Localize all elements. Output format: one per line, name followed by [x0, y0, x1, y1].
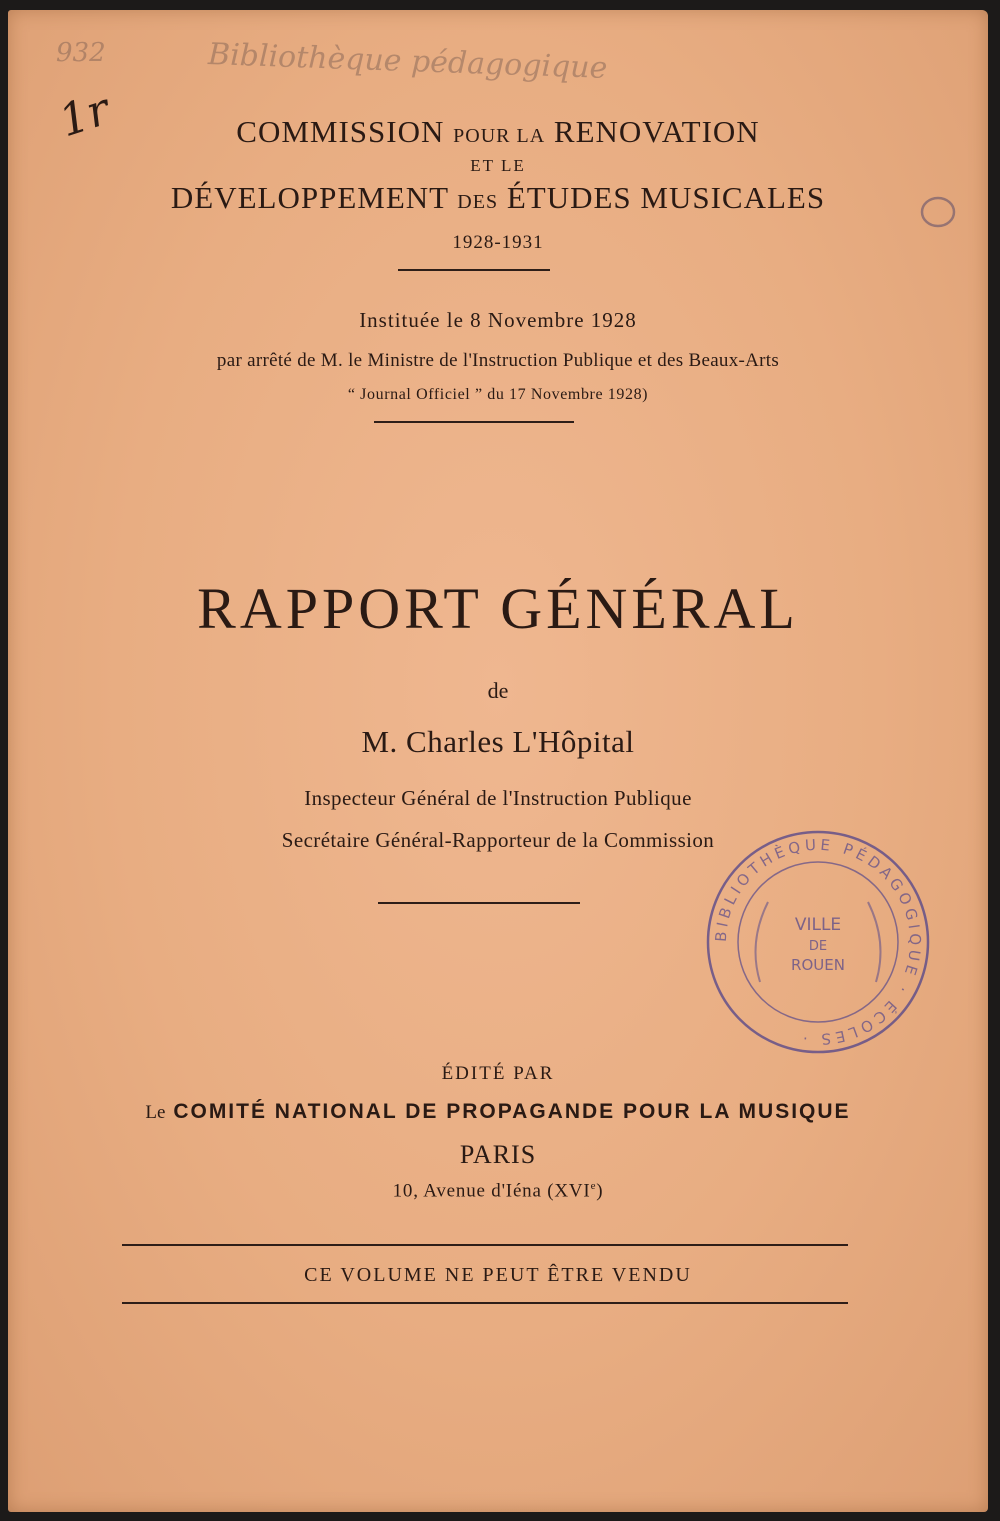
renovation-word: RENOVATION	[553, 114, 760, 149]
publisher-address	[8, 1180, 988, 1202]
address-end: )	[596, 1180, 604, 1202]
divider-1	[398, 269, 550, 271]
header-line-1	[8, 114, 988, 150]
publisher-name: COMITÉ NATIONAL DE PROPAGANDE POUR LA MUSIQUE	[173, 1100, 851, 1123]
pencil-number: 932	[56, 38, 106, 68]
edite-par: ÉDITÉ PAR	[441, 1063, 555, 1084]
journal-line: “ Journal Officiel ” du 17 Novembre 1928)	[347, 386, 649, 403]
stamp-line-1: VILLE	[794, 915, 842, 935]
author-role-2: Secrétaire Général-Rapporteur de la Commission	[281, 828, 715, 852]
arrete-line: par arrêté de M. le Ministre de l'Instruction Publique et des Beaux-Arts	[216, 350, 780, 371]
publisher-city: PARIS	[459, 1140, 537, 1169]
address-sup: e	[590, 1180, 597, 1192]
not-for-sale-notice: CE VOLUME NE PEUT ÊTRE VENDU	[304, 1264, 692, 1286]
author-name: M. Charles L'Hôpital	[361, 724, 635, 759]
stamp-ring-text: BIBLIOTHÈQUE PÉDAGOGIQUE · ÉCOLES ·	[711, 835, 925, 1049]
author-role-1: Inspecteur Général de l'Instruction Publique	[304, 786, 692, 810]
divider-2	[374, 421, 574, 423]
handwritten-mark: 1r	[53, 83, 116, 148]
header-years: 1928-1931	[452, 232, 544, 253]
document-cover	[8, 10, 988, 1512]
pour-la-words: POUR LA	[453, 125, 546, 147]
etudes-musicales-words: ÉTUDES MUSICALES	[506, 180, 826, 215]
header-line-2	[8, 180, 988, 216]
stamp-line-2: DE	[808, 939, 828, 954]
header-et-le: ET LE	[470, 156, 526, 175]
divider-5	[122, 1302, 848, 1304]
stamp-line-3: ROUEN	[791, 956, 845, 974]
ring-mark-icon	[916, 192, 960, 232]
des-word: DES	[457, 191, 499, 213]
divider-3	[378, 902, 580, 904]
title-de: de	[487, 678, 509, 703]
instituee-line: Instituée le 8 Novembre 1928	[359, 308, 637, 332]
developpement-word: DÉVELOPPEMENT	[170, 180, 449, 215]
library-stamp	[698, 822, 938, 1062]
divider-4	[122, 1244, 848, 1246]
publisher-le: Le	[145, 1102, 166, 1123]
pencil-note: Bibliothèque pédagogique	[207, 37, 608, 86]
report-title: RAPPORT GÉNÉRAL	[197, 576, 799, 641]
publisher-name-line	[8, 1100, 988, 1124]
commission-word: COMMISSION	[236, 114, 445, 149]
address-main: 10, Avenue d'Iéna (XVI	[392, 1180, 591, 1202]
